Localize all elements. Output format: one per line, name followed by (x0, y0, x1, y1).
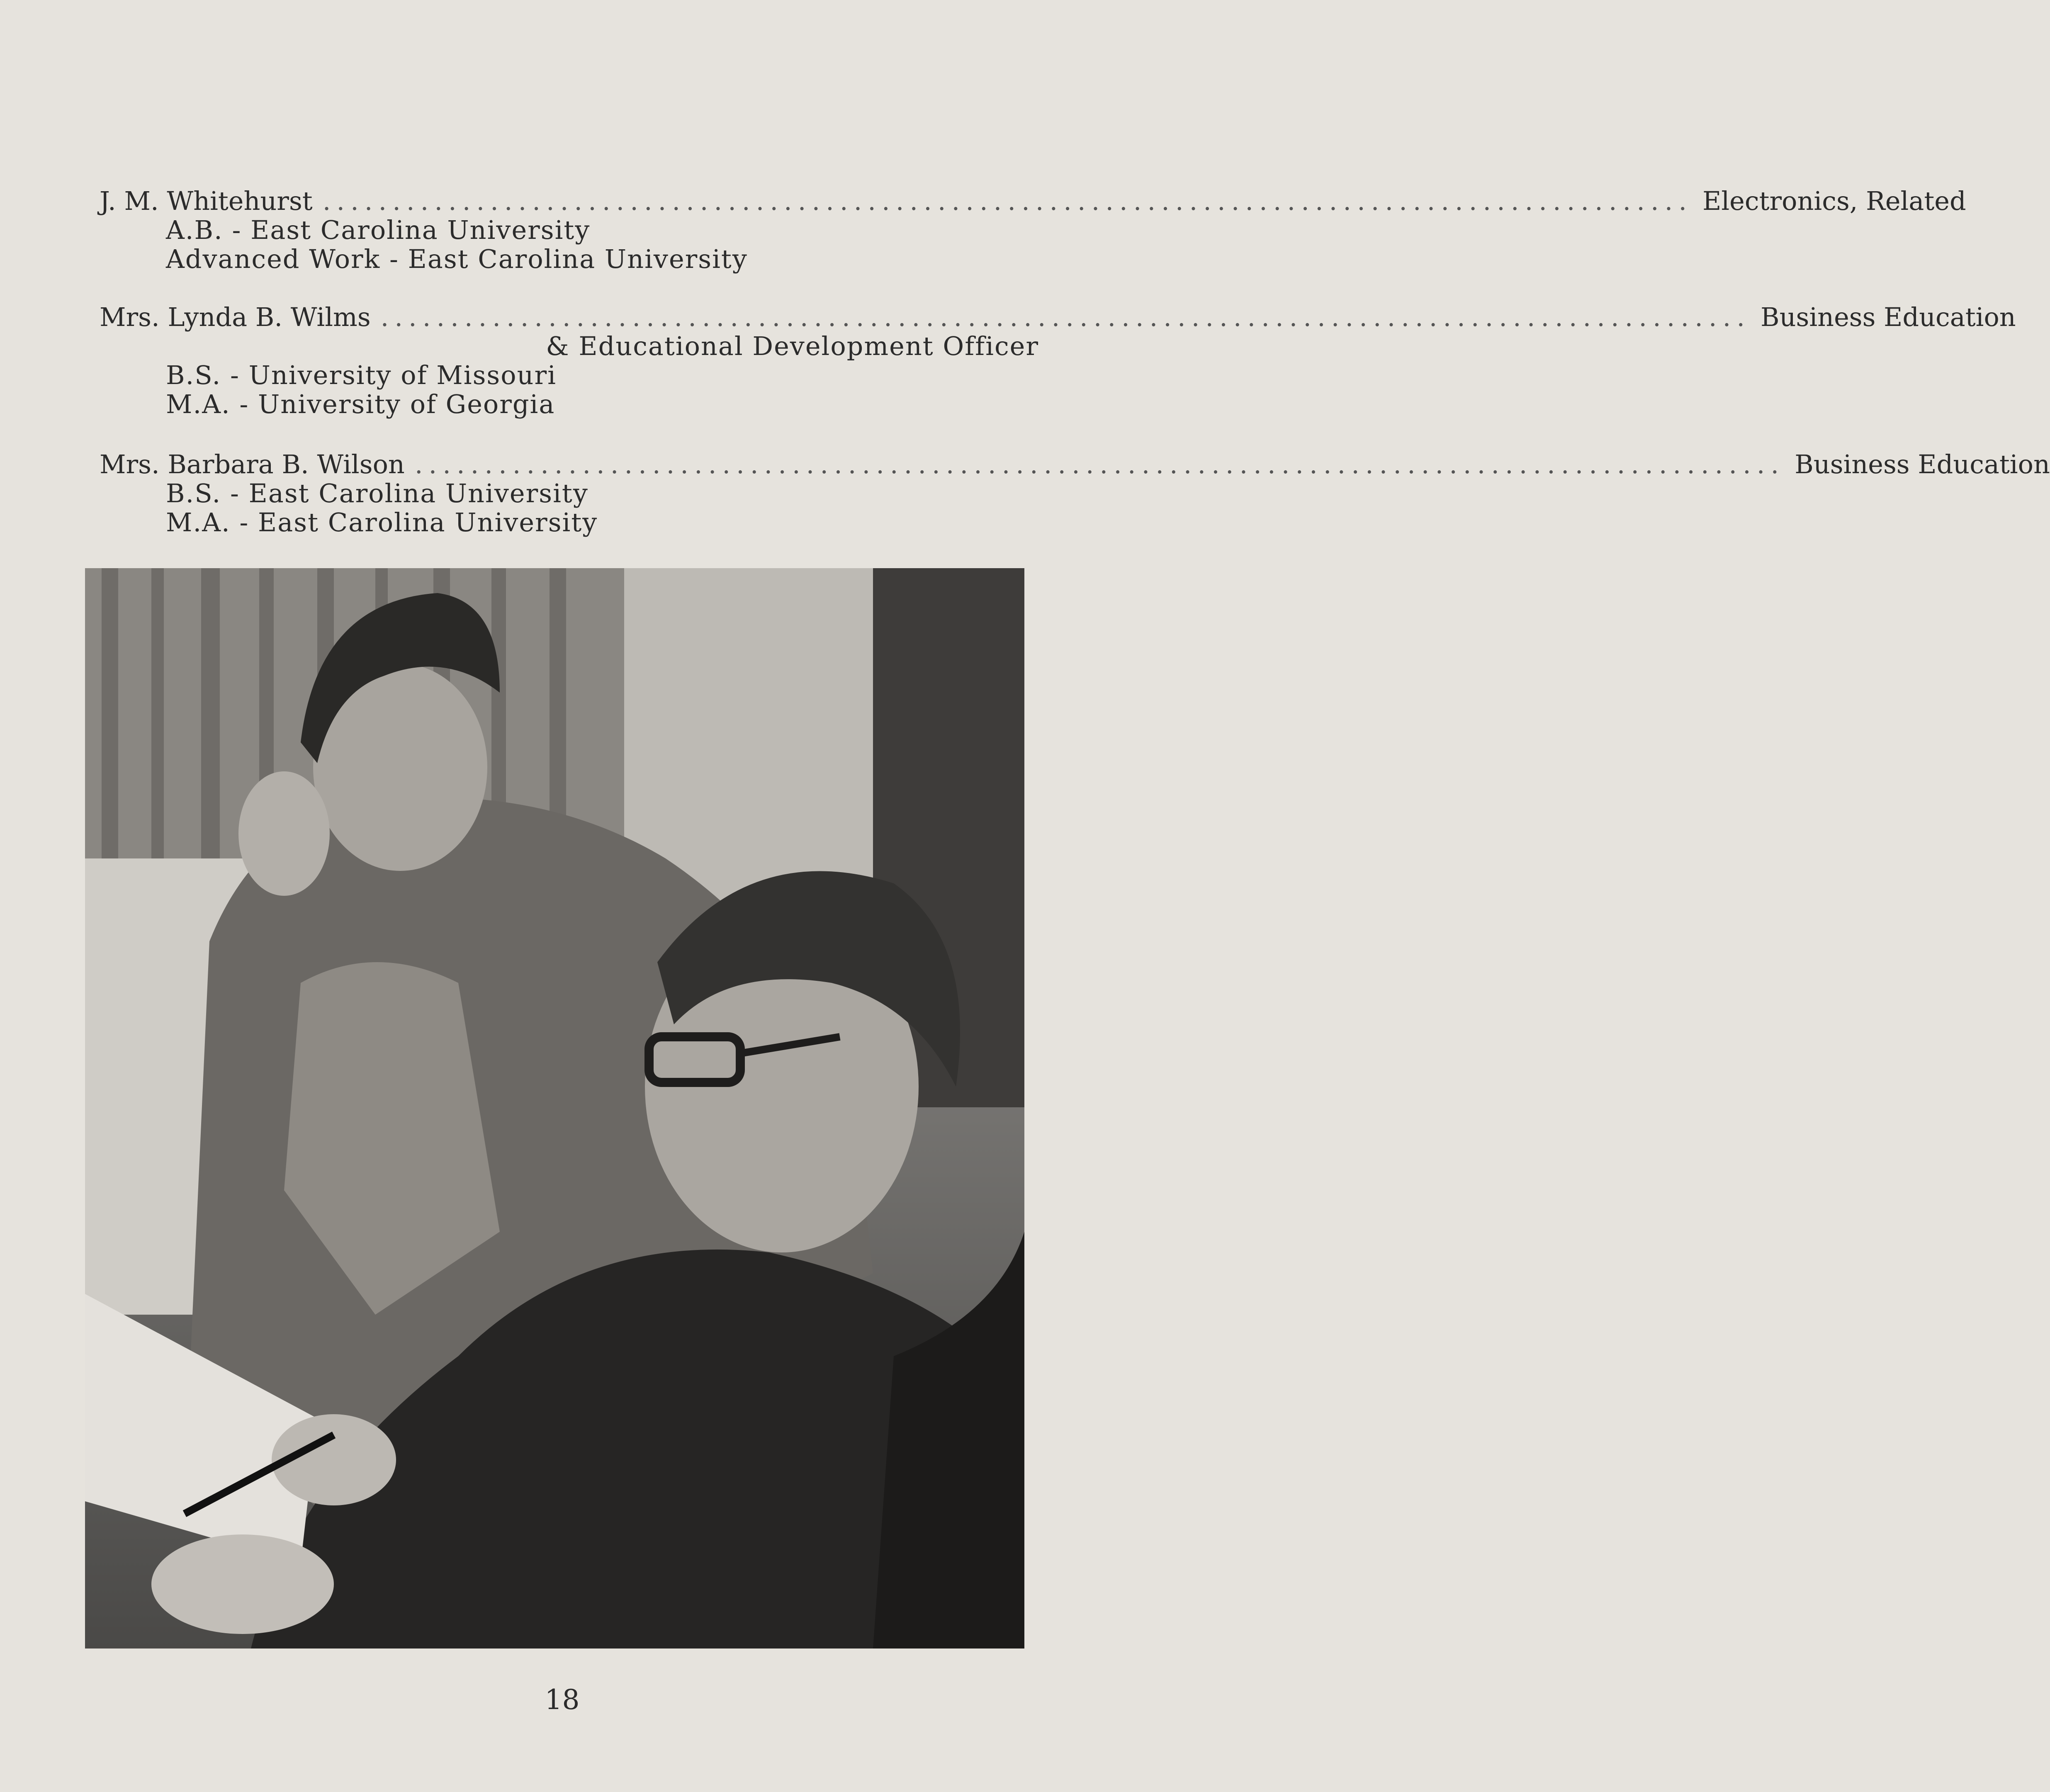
photograph-two-men-reading (85, 568, 1024, 1649)
faculty-name: Mrs. Barbara B. Wilson (100, 449, 405, 479)
faculty-department-continued: & Educational Development Officer (546, 331, 1039, 361)
faculty-name: Mrs. Lynda B. Wilms (100, 302, 371, 332)
degree-line: B.S. - East Carolina University (166, 478, 588, 508)
degree-line: M.A. - University of Georgia (166, 389, 555, 419)
degree-line: A.B. - East Carolina University (166, 215, 591, 245)
faculty-entry-wilms (100, 302, 2016, 419)
dot-leader: .................................................................................................. (380, 302, 1751, 332)
faculty-entry-whitehurst (100, 186, 1966, 274)
entry-header (100, 186, 1966, 216)
faculty-department: Electronics, Related (1702, 186, 1966, 216)
faculty-department: Business Education (1761, 302, 2016, 332)
faculty-department: Business Education (1795, 449, 2050, 479)
degree-line: B.S. - University of Missouri (166, 360, 557, 390)
dot-leader: .................................................................................................. (414, 449, 1785, 479)
degree-line: M.A. - East Carolina University (166, 507, 598, 537)
photo-illustration (85, 568, 1024, 1649)
faculty-entry-wilson (100, 449, 2050, 537)
page-number: 18 (545, 1684, 580, 1716)
faculty-name: J. M. Whitehurst (100, 186, 313, 216)
entry-header (100, 302, 2016, 332)
dot-leader: .................................................................................................. (322, 186, 1693, 216)
entry-header (100, 449, 2050, 479)
degree-line: Advanced Work - East Carolina University (166, 244, 748, 274)
